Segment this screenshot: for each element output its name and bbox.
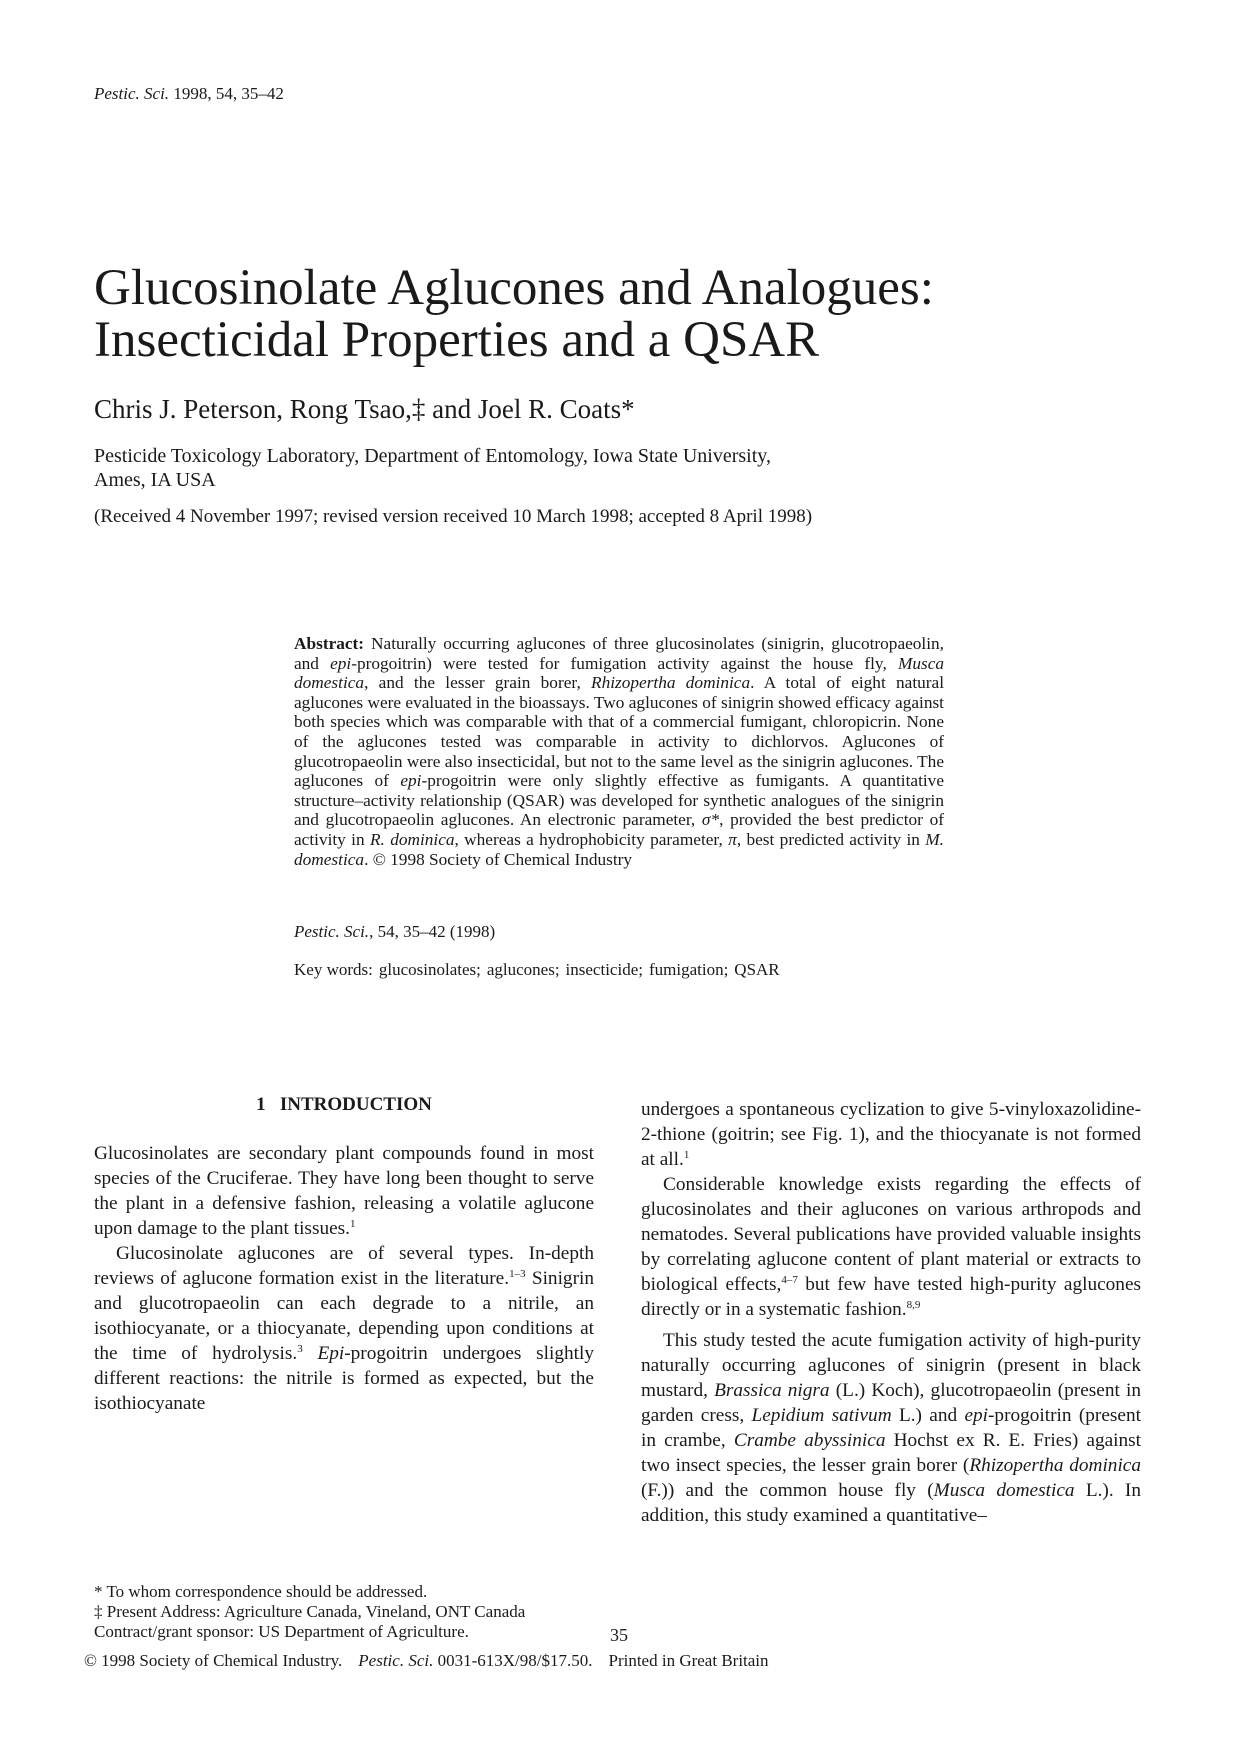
footnote-grant-sponsor: Contract/grant sponsor: US Department of Agriculture. <box>94 1622 469 1641</box>
abstract-label: Abstract: <box>294 634 365 653</box>
abstract-text: . © 1998 Society of Chemical Industry <box>364 849 633 869</box>
paragraph-text: Glucosinolate aglucones are of several types. In-depth reviews of aglucone formation exist in the literature. <box>94 1243 594 1289</box>
keyword: glucosinolates; <box>378 960 481 979</box>
abstract-italic: M. domestica <box>294 829 944 869</box>
left-column <box>94 1141 594 1416</box>
section-heading <box>94 1094 594 1116</box>
received-dates: (Received 4 November 1997; revised version received 10 March 1998; accepted 8 April 1998) <box>94 506 813 527</box>
paragraph-text: L.) and <box>891 1405 965 1426</box>
abstract-text: -progoitrin were only slightly effective as fumigants. A quantitative structure–activity relationship (QSAR) was developed for synthetic analogues of the sinigrin and glucotropaeolin aglucones. An electronic parameter, <box>294 771 944 830</box>
footnote-present-address: ‡ Present Address: Agriculture Canada, Vineland, ONT Canada <box>94 1602 526 1621</box>
intro-paragraph-2 <box>94 1241 594 1416</box>
right-paragraph-1 <box>641 1097 1141 1172</box>
journal-header <box>94 84 284 104</box>
paragraph-text: This study tested the acute fumigation activity of high-purity naturally occurring aglucones of sinigrin (present in black mustard, <box>641 1330 1141 1401</box>
abstract-italic: Rhizopertha dominica <box>591 673 751 693</box>
title-line-2: Insecticidal Properties and a QSAR <box>94 312 820 368</box>
section-number: 1 <box>256 1094 266 1115</box>
paragraph-italic: Lepidium sativum <box>751 1405 892 1426</box>
paragraph-italic: Epi <box>302 1343 345 1364</box>
intro-paragraph-1 <box>94 1141 594 1241</box>
abstract-italic: σ* <box>701 810 720 830</box>
paragraph-text: (L.) Koch), glucotropaeolin (present in garden cress, <box>641 1380 1142 1426</box>
reference-superscript: 3 <box>297 1343 303 1355</box>
footer-issn: 0031-613X/98/$17.50. <box>433 1651 593 1670</box>
abstract-italic: π <box>728 829 737 849</box>
paragraph-text: Considerable knowledge exists regarding the effects of glucosinolates and their aglucones on various arthropods and nematodes. Several publications have provided valuable insights by correlating aglucone content of plant material or extracts to biological effects, <box>641 1174 1141 1295</box>
abstract-text: . A total of eight natural aglucones were evaluated in the bioassays. Two aglucones of sinigrin showed efficacy against both species which was comparable with that of a commercial fumigant, chloropicrin. None of the aglucones tested was comparable in activity to dichlorvos. Aglucones of glucotropaeolin were also insecticidal, but not to the same level as the sinigrin aglucones. The aglucones of <box>294 673 944 791</box>
paragraph-text: L.). In addition, this study examined a quantitative– <box>641 1480 1141 1526</box>
abstract-text: , whereas a hydrophobicity parameter, <box>454 829 729 849</box>
citation-line <box>294 922 495 942</box>
right-paragraph-2 <box>641 1172 1141 1322</box>
section-title: INTRODUCTION <box>279 1094 432 1115</box>
authors: Chris J. Peterson, Rong Tsao,‡ and Joel R. Coats* <box>94 394 635 424</box>
abstract-text: -progoitrin) were tested for fumigation activity against the house fly, <box>351 653 898 673</box>
keyword: QSAR <box>734 960 780 979</box>
affiliation-line-2: Ames, IA USA <box>94 469 216 491</box>
paragraph-text: Sinigrin and glucotropaeolin can each degrade to a nitrile, an isothiocyanate, or a thiocyanate, depending upon conditions at the time of hydrolysis. <box>94 1268 594 1364</box>
paragraph-text: -progoitrin undergoes slightly different reactions: the nitrile is formed as expected, but the isothiocyanate <box>94 1343 594 1414</box>
page-number: 35 <box>610 1625 628 1645</box>
paragraph-text: undergoes a spontaneous cyclization to give 5-vinyloxazolidine-2-thione (goitrin; see Fig. 1), and the thiocyanate is not formed at all. <box>641 1099 1141 1170</box>
reference-superscript: 8,9 <box>906 1299 921 1311</box>
abstract-italic: epi <box>330 653 352 673</box>
citation-journal: Pestic. Sci. <box>294 922 370 941</box>
paragraph-italic: epi <box>964 1405 989 1426</box>
reference-superscript: 1 <box>349 1218 356 1230</box>
paper-title <box>94 262 1094 366</box>
abstract-text: , best predicted activity in <box>736 829 926 849</box>
footnote-correspondence: * To whom correspondence should be addressed. <box>94 1582 428 1601</box>
abstract-text: , provided the best predictor of activity in <box>294 810 944 849</box>
citation-rest: , 54, 35–42 (1998) <box>369 922 496 941</box>
abstract-italic: R. dominica <box>369 829 455 849</box>
journal-abbrev: Pestic. Sci. <box>94 84 170 103</box>
title-line-1: Glucosinolate Aglucones and Analogues: <box>94 260 934 316</box>
abstract-italic: Musca domestica <box>294 653 945 693</box>
reference-superscript: 1–3 <box>509 1268 526 1280</box>
paragraph-text: (F.)) and the common house fly ( <box>641 1480 934 1501</box>
paragraph-italic: Rhizopertha dominica <box>969 1455 1142 1476</box>
footer-copyright: © 1998 Society of Chemical Industry. <box>84 1651 343 1670</box>
keyword: insecticide; <box>565 960 643 979</box>
footer-printed: Printed in Great Britain <box>608 1651 769 1670</box>
right-paragraph-3 <box>641 1328 1141 1528</box>
journal-citation: 1998, 54, 35–42 <box>169 84 284 103</box>
abstract <box>294 634 944 869</box>
abstract-text: , and the lesser grain borer, <box>364 673 592 693</box>
affiliation <box>94 444 994 492</box>
reference-superscript: 1 <box>683 1149 690 1161</box>
paragraph-text: Hochst ex R. E. Fries) against two insect species, the lesser grain borer ( <box>641 1430 1141 1476</box>
right-column <box>641 1097 1141 1528</box>
abstract-italic: epi <box>400 771 422 791</box>
paragraph-italic: Musca domestica <box>933 1480 1075 1501</box>
page-footer <box>84 1651 785 1671</box>
abstract-text: Naturally occurring aglucones of three glucosinolates (sinigrin, glucotropaeolin, and <box>294 634 944 673</box>
paragraph-italic: Brassica nigra <box>714 1380 830 1401</box>
keyword: fumigation; <box>648 960 729 979</box>
paragraph-text: -progoitrin (present in crambe, <box>641 1405 1141 1451</box>
keyword: aglucones; <box>486 960 560 979</box>
footer-journal: Pestic. Sci. <box>358 1651 434 1670</box>
affiliation-line-1: Pesticide Toxicology Laboratory, Department of Entomology, Iowa State University, <box>94 445 771 467</box>
reference-superscript: 4–7 <box>781 1274 798 1286</box>
paragraph-italic: Crambe abyssinica <box>733 1430 886 1451</box>
keywords-label: Key words: <box>294 960 373 979</box>
keywords <box>294 960 780 980</box>
paragraph-text: Glucosinolates are secondary plant compounds found in most species of the Cruciferae. They have long been thought to serve the plant in a defensive fashion, releasing a volatile aglucone upon damage to the plant tissues. <box>94 1143 594 1239</box>
paragraph-text: but few have tested high-purity aglucones directly or in a systematic fashion. <box>641 1274 1142 1320</box>
